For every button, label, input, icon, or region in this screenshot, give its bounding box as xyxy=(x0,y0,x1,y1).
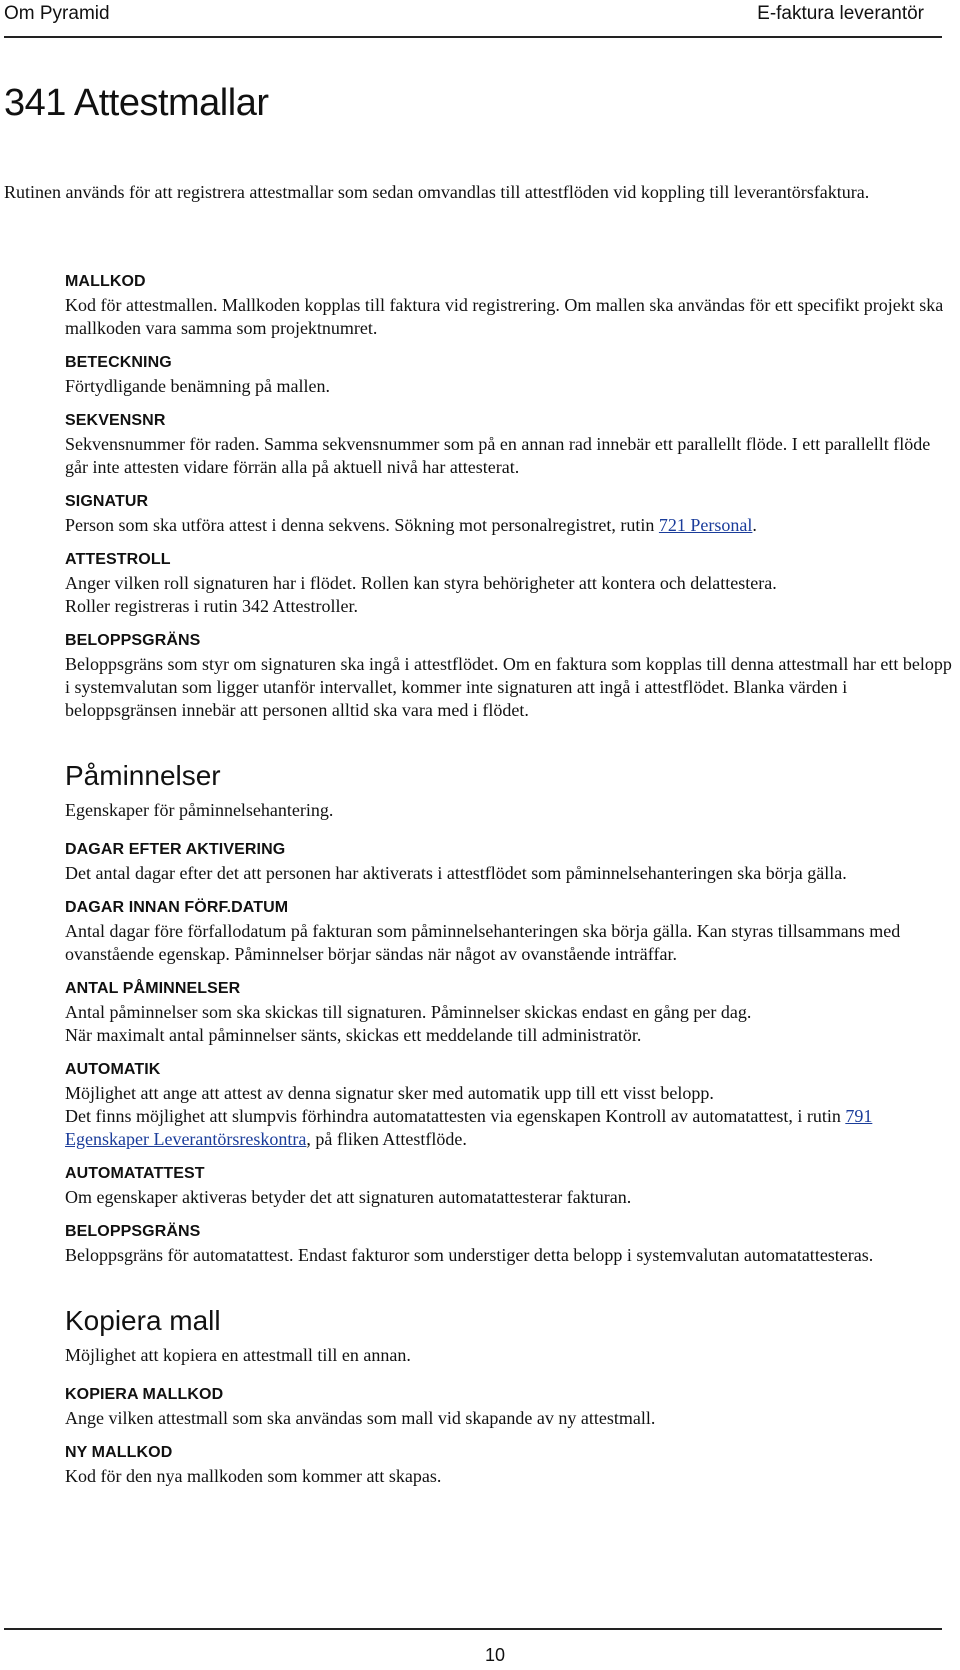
field-automatik xyxy=(65,1060,955,1151)
field-desc: Kod för attestmallen. Mallkoden kopplas till faktura vid registrering. Om mallen ska användas för ett specifikt projekt ska mallkoden vara samma som projektnumret. xyxy=(65,295,944,338)
section-gap xyxy=(65,1280,955,1304)
field-desc: Om egenskaper aktiveras betyder det att signaturen automatattesterar fakturan. xyxy=(65,1187,632,1207)
field-term: DAGAR EFTER AKTIVERING xyxy=(65,841,286,858)
field-kopiera-mallkod xyxy=(65,1385,955,1430)
section-heading-reminders: Påminnelser xyxy=(65,760,221,791)
field-desc: Beloppsgräns för automatattest. Endast fakturor som understiger detta belopp i systemvalutan automatattesteras. xyxy=(65,1245,874,1265)
field-desc: Möjlighet att ange att attest av denna signatur sker med automatik upp till ett visst belopp. xyxy=(65,1083,714,1103)
section-subtitle-copy: Möjlighet att kopiera en attestmall till en annan. xyxy=(65,1345,411,1365)
field-term: MALLKOD xyxy=(65,273,146,290)
field-dagar-efter-aktivering xyxy=(65,840,955,885)
intro-paragraph: Rutinen används för att registrera attestmallar som sedan omvandlas till attestflöden vid koppling till leverantörsfaktura. xyxy=(4,182,870,202)
page-title: 341 Attestmallar xyxy=(4,82,269,124)
field-mallkod xyxy=(65,272,955,340)
field-signatur xyxy=(65,492,955,537)
field-antal-paminnelser xyxy=(65,979,955,1047)
section-subtitle-reminders: Egenskaper för påminnelsehantering. xyxy=(65,800,334,820)
field-term: BETECKNING xyxy=(65,354,172,371)
field-desc xyxy=(65,514,955,537)
field-desc-line2: När maximalt antal påminnelser sänts, skickas ett meddelande till administratör. xyxy=(65,1025,642,1045)
field-desc: Sekvensnummer för raden. Samma sekvensnummer som på en annan rad innebär ett parallellt flöde. I ett parallellt flöde går inte attesten vidare förrän alla på aktuell nivå har attesterat. xyxy=(65,434,931,477)
field-term: ANTAL PÅMINNELSER xyxy=(65,980,241,997)
section-gap xyxy=(65,735,955,759)
link-791-egenskaper[interactable]: 791 Egenskaper Leverantörsreskontra xyxy=(65,1106,873,1149)
field-desc-line2: Roller registreras i rutin 342 Attestroller. xyxy=(65,596,358,616)
field-term: SIGNATUR xyxy=(65,493,149,510)
field-desc: Kod för den nya mallkoden som kommer att skapas. xyxy=(65,1466,442,1486)
field-term: AUTOMATATTEST xyxy=(65,1165,205,1182)
field-sekvensnr xyxy=(65,411,955,479)
field-attestroll xyxy=(65,550,955,618)
footer-rule xyxy=(4,1628,942,1630)
field-automatattest xyxy=(65,1164,955,1209)
field-desc-text: . xyxy=(752,515,757,535)
field-desc-text: , på fliken Attestflöde. xyxy=(306,1129,467,1149)
header-left: Om Pyramid xyxy=(4,3,110,24)
field-dagar-innan-forfdatum xyxy=(65,898,955,966)
field-term: BELOPPSGRÄNS xyxy=(65,632,201,649)
field-beteckning xyxy=(65,353,955,398)
field-term: DAGAR INNAN FÖRF.DATUM xyxy=(65,899,289,916)
field-beloppsgrans-auto xyxy=(65,1222,955,1267)
page-header xyxy=(0,0,942,38)
field-desc: Förtydligande benämning på mallen. xyxy=(65,376,330,396)
header-right: E-faktura leverantör xyxy=(757,3,924,24)
field-desc: Det antal dagar efter det att personen har aktiverats i attestflödet som påminnelsehanteringen ska börja gälla. xyxy=(65,863,847,883)
section-heading-copy: Kopiera mall xyxy=(65,1305,221,1336)
field-term: NY MALLKOD xyxy=(65,1444,173,1461)
field-term: BELOPPSGRÄNS xyxy=(65,1223,201,1240)
link-721-personal[interactable]: 721 Personal xyxy=(658,515,753,535)
page-number: 10 xyxy=(484,1645,506,1665)
field-desc: Antal påminnelser som ska skickas till signaturen. Påminnelser skickas endast en gång per dag. xyxy=(65,1002,752,1022)
field-desc: Beloppsgräns som styr om signaturen ska ingå i attestflödet. Om en faktura som kopplas till denna attestmall har ett belopp i systemvalutan som ligger utanför intervallet, kommer inte signaturen att ingå i attestflödet. Blanka värden i beloppsgränsen innebär att personen alltid ska vara med i flödet. xyxy=(65,654,952,720)
field-term: KOPIERA MALLKOD xyxy=(65,1386,224,1403)
field-term: ATTESTROLL xyxy=(65,551,171,568)
field-desc: Antal dagar före förfallodatum på fakturan som påminnelsehanteringen ska börja gälla. Kan styras tillsammans med ovanstående egenskap. Påminnelser börjar sändas när något av ovanstående inträffar. xyxy=(65,921,901,964)
field-desc-line2 xyxy=(65,1105,955,1151)
field-desc-text: Person som ska utföra attest i denna sekvens. Sökning mot personalregistret, rutin xyxy=(65,515,659,535)
document-body xyxy=(65,272,955,1501)
field-desc: Anger vilken roll signaturen har i flödet. Rollen kan styra behörigheter att kontera och delattestera. xyxy=(65,573,777,593)
field-desc: Ange vilken attestmall som ska användas som mall vid skapande av ny attestmall. xyxy=(65,1408,656,1428)
field-desc-text: Det finns möjlighet att slumpvis förhindra automatattesten via egenskapen Kontroll av automatattest, i rutin xyxy=(65,1106,846,1126)
header-rule xyxy=(4,36,942,38)
field-term: AUTOMATIK xyxy=(65,1061,161,1078)
field-term: SEKVENSNR xyxy=(65,412,166,429)
field-beloppsgrans xyxy=(65,631,955,722)
field-ny-mallkod xyxy=(65,1443,955,1488)
